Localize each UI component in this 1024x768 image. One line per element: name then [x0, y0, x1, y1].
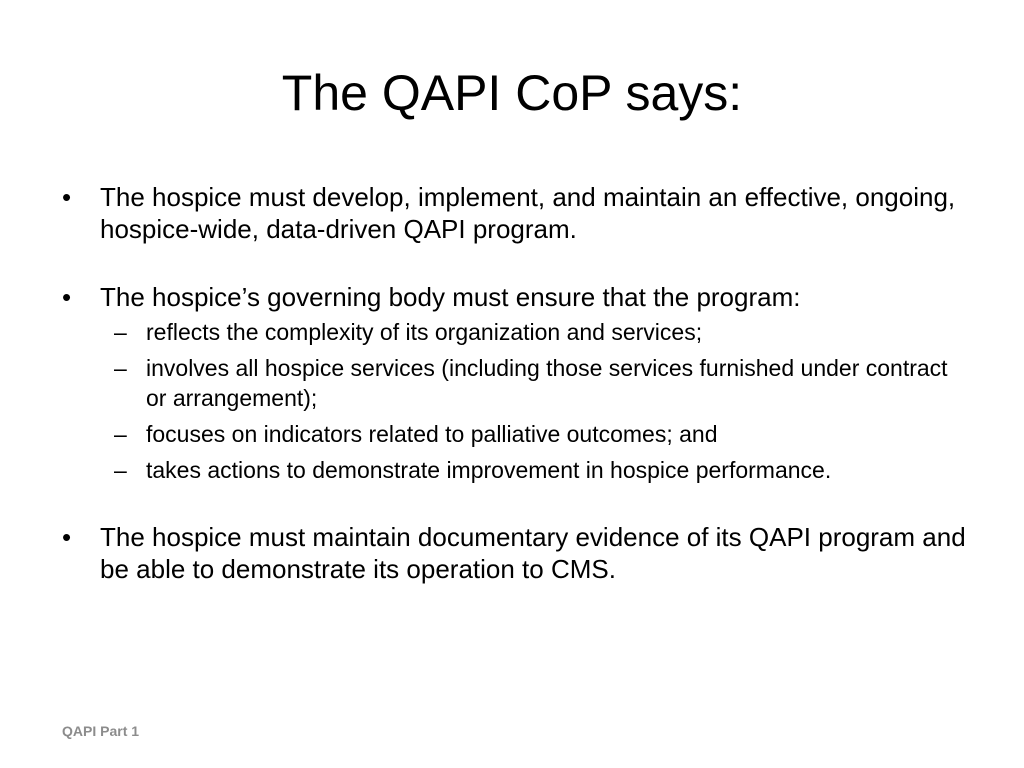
sub-bullet-item: [100, 419, 972, 449]
sub-bullet-list: [100, 317, 972, 485]
sub-bullet-item: [100, 455, 972, 485]
bullet-item: [62, 181, 972, 245]
sub-bullet-text: takes actions to demonstrate improvement in hospice performance.: [146, 457, 832, 483]
sub-bullet-text: reflects the complexity of its organization and services;: [146, 319, 703, 345]
sub-bullet-item: [100, 317, 972, 347]
dash-icon: –: [114, 421, 127, 447]
bullet-item: [62, 521, 972, 585]
dash-icon: –: [114, 355, 127, 381]
dash-icon: –: [114, 319, 127, 345]
bullet-text: The hospice must maintain documentary evidence of its QAPI program and be able to demonstrate its operation to CMS.: [100, 522, 966, 584]
slide-title: The QAPI CoP says:: [281, 65, 743, 121]
bullet-icon: •: [62, 282, 72, 312]
bullet-text: The hospice’s governing body must ensure that the program:: [100, 282, 801, 312]
bullet-list: [62, 181, 972, 585]
bullet-icon: •: [62, 182, 72, 212]
sub-bullet-text: focuses on indicators related to palliative outcomes; and: [146, 421, 718, 447]
sub-bullet-item: [100, 353, 972, 413]
sub-bullet-text: involves all hospice services (including those services furnished under contract or arrangement);: [146, 355, 948, 411]
slide-content: [62, 181, 972, 621]
slide-footer: QAPI Part 1: [62, 723, 140, 739]
bullet-icon: •: [62, 522, 72, 552]
dash-icon: –: [114, 457, 127, 483]
bullet-item: [62, 281, 972, 485]
bullet-text: The hospice must develop, implement, and maintain an effective, ongoing, hospice-wide, data-driven QAPI program.: [100, 182, 956, 244]
